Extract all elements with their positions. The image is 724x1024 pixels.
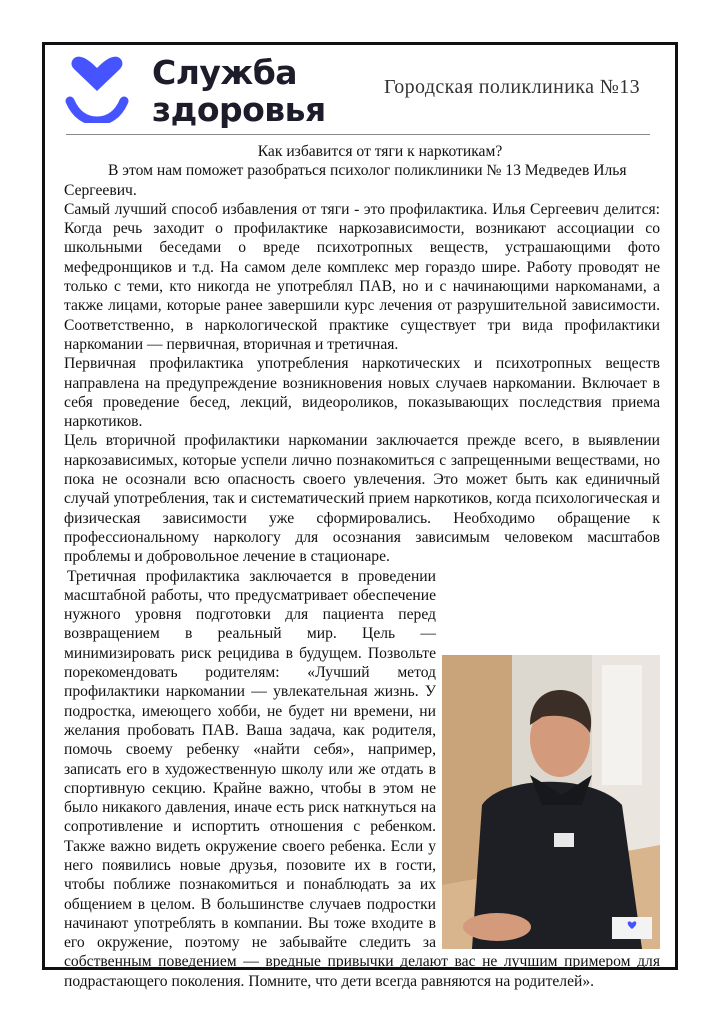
logo-line-1: Служба [152, 53, 298, 92]
psychologist-photo [442, 655, 660, 949]
heart-smile-logo-icon [64, 55, 130, 123]
header-divider [66, 134, 650, 135]
article-body [64, 142, 660, 991]
article-paragraph-2: Первичная профилактика употребления наркотических и психотропных веществ направлена на предупреждение возникновения новых случаев наркомании. Включает в себя проведение бесед, лекций, видеороликов, показывающих последствия приема наркотиков. [64, 355, 660, 431]
article-paragraph-1: Самый лучший способ избавления от тяги - это профилактика. Илья Сергеевич делится: Когда речь заходит о профилактике наркозависимости, возникают ассоциации со школьными беседами о вреде психотропных веществ, устрашающими фото мефедронщиков и т.д. На самом деле комплекс мер гораздо шире. Работу проводят не только с теми, кто никогда не употреблял ПАВ, но и с начинающими наркоманами, а также лицами, которые ранее завершили курс лечения от разрушительной зависимости. Соответственно, в наркологической практике существует три вида профилактики наркомании — первичная, вторичная и третичная. [64, 200, 660, 353]
article-title: Как избавится от тяги к наркотикам? [257, 143, 503, 160]
logo-line-2: здоровья [152, 90, 326, 129]
article-final-block [64, 567, 660, 992]
clinic-name: Городская поликлиника №13 [384, 76, 641, 98]
article-intro: В этом нам поможет разобраться психолог поликлиники № 13 Медведев Илья Сергеевич. [64, 162, 627, 199]
article-paragraph-3: Цель вторичной профилактики наркомании заключается прежде всего, в выявлении наркозависимых, которые успели лично познакомиться с запрещенными веществами, но пока не осознали всю опасность своего увлечения. Это может быть как единичный случай употребления, так и систематический прием наркотиков, когда психологическая и физическая зависимости уже сформировались. Необходимо обращение к профессиональному наркологу для осознания зависимым человеком масштабов проблемы и добровольное лечение в стационаре. [64, 432, 660, 566]
article-paragraph-4: Третичная профилактика заключается в проведении масштабной работы, что предусматривает обеспечение нужного уровня подготовки для пациента перед возвращением в реальный мир. Цель — минимизировать риск рецидива в будущем. Позвольте порекомендовать родителям: «Лучший метод профилактики наркомании — увлекательная жизнь. У подростка, имеющего хобби, не будет ни времени, ни желания пробовать ПАВ. Ваша задача, как родителя, помочь своему ребенку «найти себя», например, записать его в художественную школу или же отдать в спортивную секцию. Крайне важно, чтобы в этом не было никакого давления, иначе есть риск наткнуться на сопротивление и испортить отношения с ребенком. Также важно видеть окружение своего ребенка. Если у него появились новые друзья, позовите их в гости, чтобы поближе познакомиться и понаблюдать за их общением в целом. В большинстве случаев подростки начинают употреблять в компании. Вы тоже входите в его окружение, поэтому не забывайте следить за собственным поведением — вредные привычки делают вас не лучшим примером для подрастающего поколения. Помните, что дети всегда равняются на родителей». [64, 567, 660, 990]
logo-wordmark [152, 54, 326, 128]
